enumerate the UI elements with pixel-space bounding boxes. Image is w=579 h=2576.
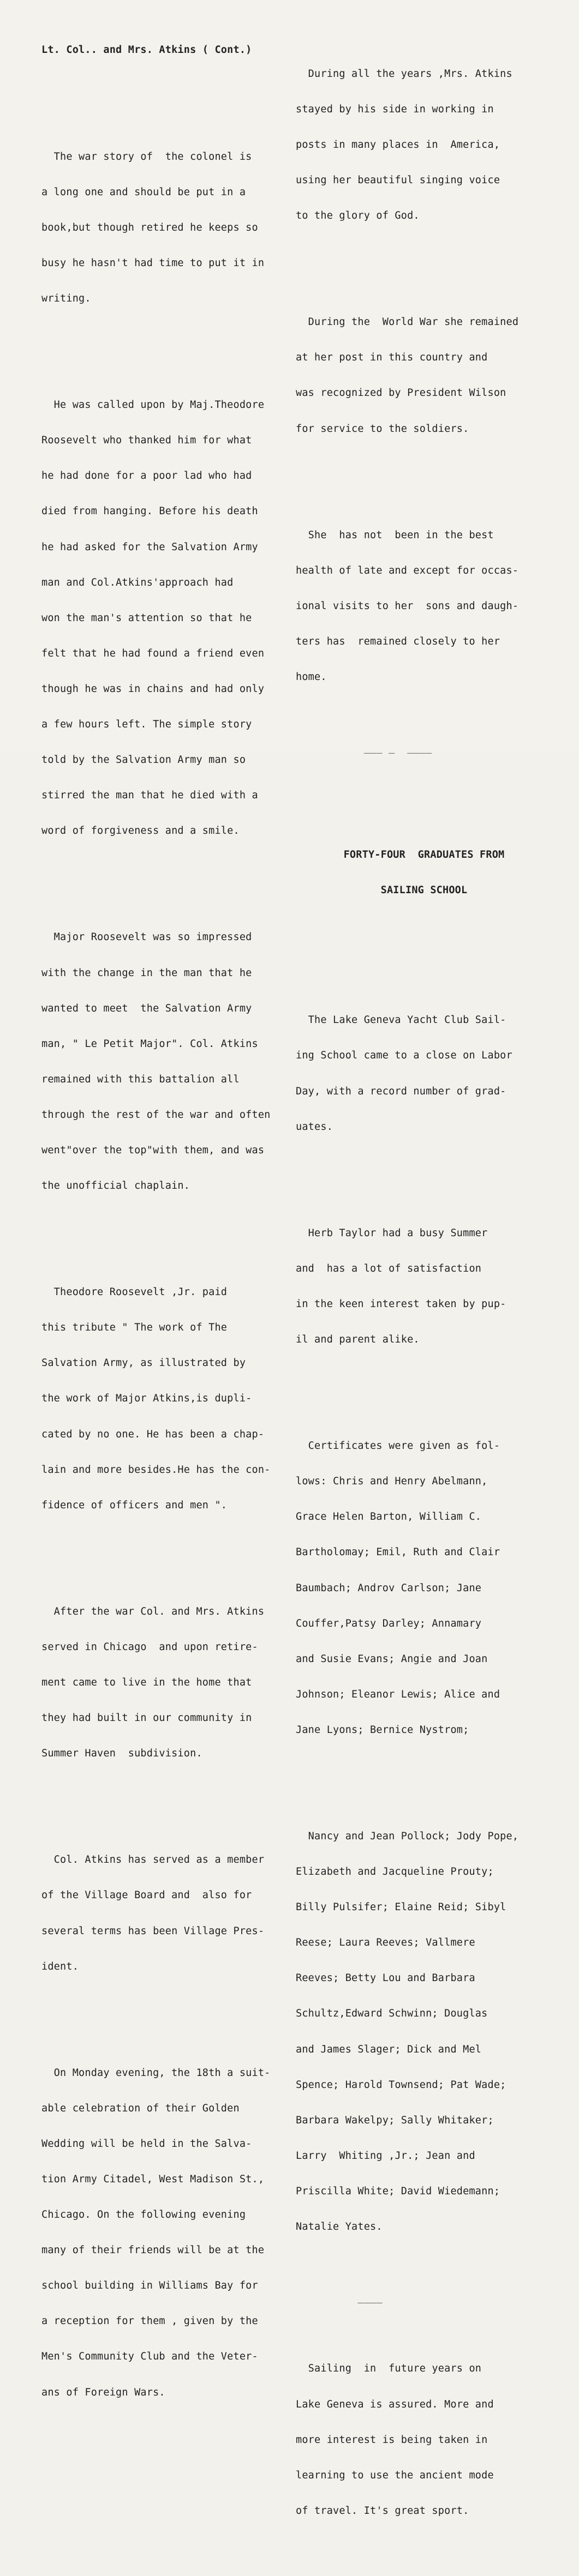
- paragraph: During the World War she remained at her post in this country and was recognized by President Wilson for service to the soldiers.: [296, 316, 519, 435]
- paragraph: Nancy and Jean Pollock; Jody Pope, Elizabeth and Jacqueline Prouty; Billy Pulsifer; Elaine Reid; Sibyl Reese; Laura Reeves; Vallmere Reeves; Betty Lou and Barbara Schultz,Edward Schwinn; Douglas and James Slager; Dick and Mel Spence; Harold Townsend; Pat Wade; Barbara Wakelpy; Sally Whitaker; Larry Whiting ,Jr.; Jean and Priscilla White; David Wiedemann; Natalie Yates.: [296, 1831, 519, 2233]
- section-divider: ___ _ ____: [296, 742, 432, 754]
- article-continuation-title: Lt. Col.. and Mrs. Atkins ( Cont.): [41, 44, 252, 56]
- paragraph: Sailing in future years on Lake Geneva is assured. More and more interest is being taken in learning to use the ancient mode of travel. It's great sport.: [296, 2363, 494, 2517]
- paragraph: Theodore Roosevelt ,Jr. paid this tribute " The work of The Salvation Army, as illustrated by the work of Major Atkins,is dupli- cated by no one. He has been a chap- lain and more besides.He has the con- fidence of officers and men ".: [41, 1286, 271, 1511]
- right-column: [296, 21, 552, 2576]
- paragraph: She has not been in the best health of late and except for occas- ional visits to her sons and daugh- ters has remained closely to her home.: [296, 529, 519, 683]
- paragraph: Col. Atkins has served as a member of the Village Board and also for several terms has been Village Pres- ident.: [41, 1854, 265, 1972]
- paragraph: Certificates were given as fol- lows: Chris and Henry Abelmann, Grace Helen Barton, William C. Bartholomay; Emil, Ruth and Clair Baumbach; Androv Carlson; Jane Couffer,Patsy Darley; Annamary and Susie Evans; Angie and Joan Johnson; Eleanor Lewis; Alice and Jane Lyons; Bernice Nystrom;: [296, 1440, 500, 1736]
- paragraph: The Lake Geneva Yacht Club Sail- ing School came to a close on Labor Day, with a record number of grad- uates.: [296, 1014, 512, 1133]
- article-heading: FORTY-FOUR GRADUATES FROM SAILING SCHOOL: [343, 848, 505, 896]
- paragraph: After the war Col. and Mrs. Atkins served in Chicago and upon retire- ment came to live in the home that they had built in our community in Summer Haven subdivision.: [41, 1605, 265, 1760]
- left-column: [41, 21, 298, 2458]
- section-divider: ____: [296, 2292, 383, 2304]
- paragraph: On Monday evening, the 18th a suit- able celebration of their Golden Wedding will be held in the Salva- tion Army Citadel, West Madison St., Chicago. On the following evening many of their friends will be at the school building in Williams Bay for a reception for them , given by the Men's Community Club and the Veter- ans of Foreign Wars.: [41, 2067, 271, 2398]
- paragraph: The war story of the colonel is a long one and should be put in a book,but though retired he keeps so busy he hasn't had time to put it in writing.: [41, 151, 265, 305]
- paragraph: He was called upon by Maj.Theodore Roosevelt who thanked him for what he had done for a poor lad who had died from hanging. Before his death he had asked for the Salvation Army man and Col.Atkins'approach had won the man's attention so that he felt that he had found a friend even though he was in chains and had only a few hours left. The simple story told by the Salvation Army man so stirred the man that he died with a word of forgiveness and a smile.: [41, 399, 265, 837]
- paragraph: Herb Taylor had a busy Summer and has a lot of satisfaction in the keen interest taken by pup- il and parent alike.: [296, 1227, 506, 1346]
- paragraph: Major Roosevelt was so impressed with the change in the man that he wanted to meet the Salvation Army man, " Le Petit Major". Col. Atkins remained with this battalion all through the rest of the war and often went"over the top"with them, and was the unofficial chaplain.: [41, 931, 271, 1192]
- paragraph: During all the years ,Mrs. Atkins stayed by his side in working in posts in many places in America, using her beautiful singing voice to the glory of God.: [296, 68, 512, 222]
